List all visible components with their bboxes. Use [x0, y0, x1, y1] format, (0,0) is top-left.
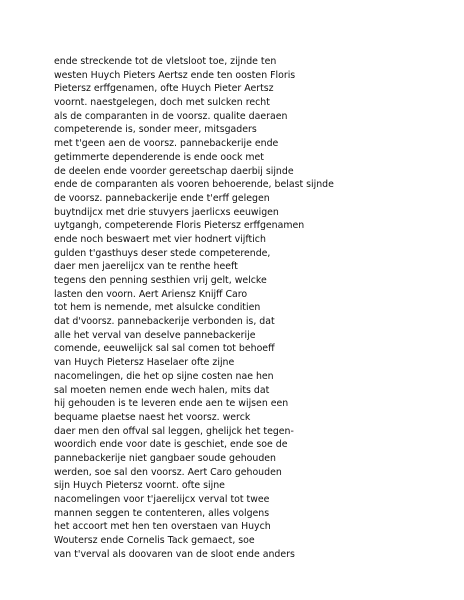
transcription-text — [54, 55, 454, 561]
text-line: uytgangh, competerende Floris Pietersz erffgenamen — [54, 220, 305, 232]
text-line: de voorsz. pannebackerije ende t'erff gelegen — [54, 192, 270, 204]
text-line: Woutersz ende Cornelis Tack gemaect, soe — [54, 535, 255, 547]
text-line: competerende is, sonder meer, mitsgaders — [54, 124, 257, 136]
text-line: gulden t'gasthuys deser stede competerende, — [54, 247, 271, 259]
text-line: tot hem is nemende, met alsulcke conditien — [54, 302, 261, 314]
text-line: mannen seggen te contenteren, alles volgens — [54, 507, 270, 519]
text-line: alle het verval van deselve pannebackerije — [54, 329, 256, 341]
text-line: ende streckende tot de vletsloot toe, zijnde ten — [54, 56, 277, 67]
text-line: pannebackerije niet gangbaer soude gehouden — [54, 452, 276, 464]
text-line: woordich ende voor date is geschiet, ende soe de — [54, 439, 288, 451]
text-line: sijn Huych Pietersz voornt. ofte sijne — [54, 480, 225, 492]
text-line: tegens den penning sesthien vrij gelt, welcke — [54, 275, 267, 286]
text-line: daer men den offval sal leggen, ghelijck het tegen- — [54, 425, 294, 437]
text-line: dat d'voorsz. pannebackerije verbonden is, dat — [54, 316, 275, 328]
text-line: de deelen ende voorder gereetschap daerbij sijnde — [54, 165, 294, 177]
text-line: lasten den voorn. Aert Ariensz Knijff Caro — [54, 288, 248, 300]
text-line: voornt. naestgelegen, doch met sulcken recht — [54, 97, 270, 109]
text-line: ende noch beswaert met vier hodnert vijftich — [54, 233, 266, 245]
text-line: nacomelingen, die het op sijne costen nae hen — [54, 370, 274, 382]
text-line: buytndijcx met drie stuvyers jaerlicxs eeuwigen — [54, 206, 279, 218]
text-line: westen Huych Pieters Aertsz ende ten oosten Floris — [54, 69, 296, 81]
text-line: het accoort met hen ten overstaen van Huych — [54, 521, 271, 533]
text-line: als de comparanten in de voorsz. qualite daeraen — [54, 110, 288, 122]
text-line: ende de comparanten als vooren behoerende, belast sijnde — [54, 179, 334, 191]
text-line: van t'verval als doovaren van de sloot ende anders — [54, 548, 295, 560]
text-line: getimmerte dependerende is ende oock met — [54, 151, 264, 163]
text-line: sal moeten nemen ende wech halen, mits dat — [54, 384, 270, 396]
text-line: werden, soe sal den voorsz. Aert Caro gehouden — [54, 466, 282, 478]
text-line: hij gehouden is te leveren ende aen te wijsen een — [54, 398, 289, 410]
text-line: comende, eeuwelijck sal sal comen tot behoeff — [54, 343, 275, 355]
text-line: Pietersz erffgenamen, ofte Huych Pieter Aertsz — [54, 83, 274, 95]
text-line: nacomelingen voor t'jaerelijcx verval tot twee — [54, 494, 270, 505]
text-line: daer men jaerelijcx van te renthe heeft — [54, 261, 238, 273]
text-line: van Huych Pietersz Haselaer ofte zijne — [54, 357, 235, 369]
text-line: met t'geen aen de voorsz. pannebackerije ende — [54, 138, 279, 150]
text-line: bequame plaetse naest het voorsz. werck — [54, 411, 251, 423]
